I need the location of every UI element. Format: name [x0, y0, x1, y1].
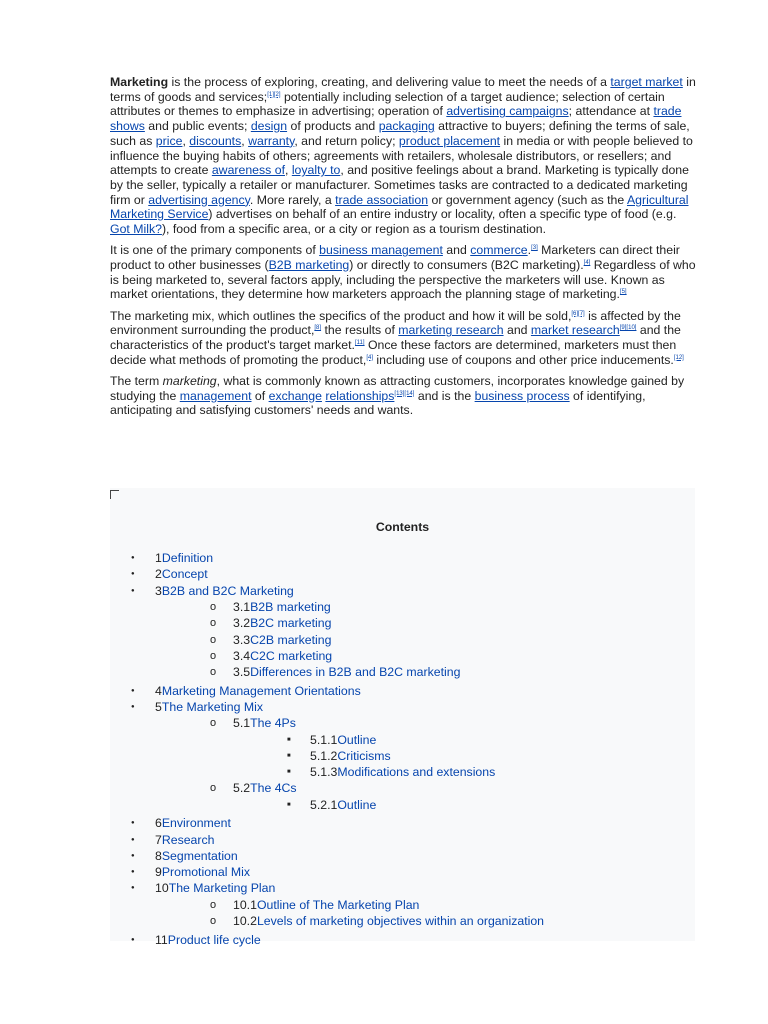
toc-link[interactable]: Outline	[337, 797, 377, 812]
toc-number: 3.3	[233, 632, 251, 647]
toc-item-5-2[interactable]	[233, 781, 297, 795]
toc-number: 3	[155, 583, 162, 598]
text-run: ), food from a specific area, or a city or region as a tourism destination.	[161, 222, 547, 237]
paragraph-4	[110, 374, 696, 418]
toc-item-5-1-2[interactable]	[310, 749, 391, 763]
toc-number: 4	[155, 683, 162, 698]
text-run: ; attendance at	[568, 104, 654, 119]
toc-link[interactable]: Environment	[161, 816, 231, 831]
toc-link[interactable]: C2C marketing	[250, 648, 333, 663]
toc-toggle-checkbox[interactable]	[110, 490, 119, 499]
bold-term: Marketing	[110, 75, 169, 89]
text-run: It is one of the primary components of	[110, 243, 320, 258]
toc-link[interactable]: The Marketing Mix	[161, 699, 263, 714]
toc-item-9[interactable]	[155, 865, 250, 879]
text-run: attractive to buyers; defining the terms of sale, such as	[110, 119, 690, 148]
toc-title: Contents	[375, 520, 430, 534]
paragraph-3	[110, 309, 696, 368]
toc-item-7[interactable]	[155, 833, 214, 847]
toc-link[interactable]: Differences in B2B and B2C marketing	[250, 665, 461, 680]
text-run: , and return policy;	[294, 133, 399, 148]
toc-number: 3.5	[233, 665, 251, 680]
toc-item-3-2[interactable]	[233, 616, 331, 630]
citation-ref[interactable]: [4]	[583, 259, 591, 266]
text-run: ,	[182, 133, 190, 148]
text-run: Marketers can direct their product to other businesses (	[110, 243, 680, 272]
toc-bullet-icon	[287, 733, 291, 749]
toc-bullet-icon	[210, 649, 216, 663]
toc-item-8[interactable]	[155, 849, 238, 863]
toc-item-10[interactable]	[155, 881, 275, 895]
toc-bullet-icon	[131, 700, 135, 716]
article-link[interactable]: advertising campaigns	[446, 104, 569, 119]
toc-number: 11	[155, 932, 168, 947]
toc-item-3-5[interactable]	[233, 665, 460, 679]
toc-bullet-icon	[131, 816, 135, 832]
toc-link[interactable]: Product life cycle	[167, 932, 261, 947]
toc-bullet-icon	[210, 616, 216, 630]
toc-bullet-icon	[287, 749, 291, 765]
citation-ref[interactable]: [12]	[673, 354, 684, 361]
text-run: .	[527, 243, 532, 258]
toc-bullet-icon	[210, 716, 216, 730]
article-link[interactable]: commerce	[470, 243, 528, 258]
article-link[interactable]: relationships	[325, 388, 395, 403]
article-link[interactable]: market research	[530, 323, 620, 338]
toc-number: 10.1	[233, 897, 257, 912]
toc-bullet-icon	[210, 898, 216, 912]
article-link[interactable]: Got Milk?	[110, 222, 162, 237]
toc-link[interactable]: Segmentation	[161, 848, 238, 863]
toc-item-4[interactable]	[155, 684, 361, 698]
text-run: ) advertises on behalf of an entire industry or locality, often a specific type of food (e.g.	[208, 207, 677, 222]
article-link[interactable]: business management	[319, 243, 443, 258]
toc-item-3-1[interactable]	[233, 600, 331, 614]
text-run: ,	[284, 163, 292, 178]
toc-bullet-icon	[131, 567, 135, 583]
text-run: in media or with people believed to influence the buying habits of others; agreements with retailers, wholesale distributors, or resellers; and attempts to create	[110, 133, 693, 178]
text-run: or government agency (such as the	[428, 192, 627, 207]
citation-ref[interactable]: [9][10]	[619, 325, 637, 332]
toc-item-2[interactable]	[155, 567, 208, 581]
toc-link[interactable]: Outline	[337, 732, 377, 747]
toc-number: 5.1.3	[310, 765, 338, 780]
article-link[interactable]: price	[155, 133, 183, 148]
toc-bullet-icon	[210, 665, 216, 679]
article-link[interactable]: loyalty to	[291, 163, 341, 178]
text-run: and the characteristics of the product's target market.	[110, 323, 681, 352]
toc-link[interactable]: Promotional Mix	[161, 865, 250, 880]
toc-bullet-icon	[210, 781, 216, 795]
toc-number: 5.2.1	[310, 797, 338, 812]
toc-number: 8	[155, 848, 162, 863]
text-run: the results of	[321, 323, 399, 338]
paragraph-2	[110, 243, 696, 302]
toc-number: 3.1	[233, 599, 251, 614]
citation-ref[interactable]: [6][7]	[571, 310, 585, 317]
toc-number: 5.1.2	[310, 748, 338, 763]
toc-link[interactable]: Marketing Management Orientations	[161, 683, 361, 698]
toc-bullet-icon	[131, 881, 135, 897]
toc-number: 5.2	[233, 781, 251, 796]
toc-bullet-icon	[287, 765, 291, 781]
toc-link[interactable]: The 4Ps	[250, 716, 296, 731]
toc-number: 7	[155, 832, 162, 847]
text-run: The marketing mix, which outlines the specifics of the product and how it will be sold,	[110, 308, 572, 323]
article-link[interactable]: management	[179, 388, 252, 403]
article-link[interactable]: product placement	[398, 133, 501, 148]
toc-item-5-2-1[interactable]	[310, 798, 376, 812]
toc-item-10-2[interactable]	[233, 914, 544, 928]
toc-link[interactable]: Criticisms	[337, 748, 391, 763]
toc-item-11[interactable]	[155, 933, 261, 947]
text-run: is the process of exploring, creating, and delivering value to meet the needs of a	[168, 75, 611, 89]
toc-link[interactable]: B2B and B2C Marketing	[161, 583, 294, 598]
toc-number: 2	[155, 567, 162, 582]
article-link[interactable]: advertising agency	[148, 192, 250, 207]
toc-number: 3.2	[233, 616, 251, 631]
toc-number: 5.1.1	[310, 732, 338, 747]
citation-ref[interactable]: [3]	[531, 245, 538, 252]
toc-bullet-icon	[287, 798, 291, 814]
article-link[interactable]: packaging	[378, 119, 435, 134]
toc-item-5[interactable]	[155, 700, 263, 714]
paragraph-1	[110, 75, 696, 237]
text-run: including use of coupons and other price inducements.	[373, 352, 674, 367]
toc-item-5-1-1[interactable]	[310, 733, 376, 747]
text-run: of products and	[287, 119, 379, 134]
article-link[interactable]: trade association	[335, 192, 429, 207]
article-link[interactable]: design	[250, 119, 288, 134]
toc-bullet-icon	[131, 551, 135, 567]
text-run: of	[251, 388, 269, 403]
toc-number: 10	[155, 881, 169, 896]
article-link[interactable]: awareness of	[211, 163, 285, 178]
toc-item-6[interactable]	[155, 816, 231, 830]
toc-bullet-icon	[131, 933, 135, 949]
article-link[interactable]: exchange	[268, 388, 322, 403]
table-of-contents	[110, 488, 695, 947]
toc-number: 3.4	[233, 648, 251, 663]
toc-item-5-1[interactable]	[233, 716, 296, 730]
text-run: and	[442, 243, 471, 258]
toc-bullet-icon	[210, 633, 216, 647]
citation-ref[interactable]: [8]	[314, 325, 322, 332]
article-link[interactable]: trade shows	[110, 104, 682, 134]
article-link[interactable]: discounts	[189, 133, 242, 148]
text-run: and is the	[414, 388, 475, 403]
toc-bullet-icon	[131, 865, 135, 881]
toc-bullet-icon	[131, 684, 135, 700]
toc-number: 5	[155, 699, 162, 714]
toc-item-10-1[interactable]	[233, 898, 419, 912]
toc-number: 10.2	[233, 914, 257, 928]
text-run: The term	[110, 373, 163, 388]
article-link[interactable]: marketing research	[398, 323, 504, 338]
toc-number: 1	[155, 551, 162, 565]
toc-number: 5.1	[233, 716, 251, 731]
toc-number: 9	[155, 865, 162, 880]
text-run: and	[503, 323, 531, 338]
article-body	[110, 75, 696, 424]
toc-item-5-1-3[interactable]	[310, 765, 495, 779]
toc-link[interactable]: Outline of The Marketing Plan	[256, 897, 420, 912]
article-link[interactable]: B2B marketing	[268, 257, 350, 272]
citation-ref[interactable]: [1][2]	[267, 91, 281, 98]
text-run: and public events;	[144, 119, 251, 134]
text-run: , what is commonly known as attracting customers, incorporates knowledge gained by studying the	[110, 373, 685, 403]
toc-link[interactable]: Definition	[161, 551, 214, 565]
toc-item-1[interactable]	[155, 551, 213, 565]
italic-term: marketing	[162, 373, 217, 388]
toc-bullet-icon	[131, 584, 135, 600]
toc-bullet-icon	[210, 600, 216, 614]
citation-ref[interactable]: [13][14]	[394, 390, 415, 397]
toc-link[interactable]: Modifications and extensions	[337, 765, 496, 780]
text-run: of identifying, anticipating and satisfying customers' needs and wants.	[110, 388, 646, 418]
toc-link[interactable]: The 4Cs	[250, 781, 297, 796]
text-run: is affected by the environment surrounding the product,	[110, 308, 681, 338]
toc-bullet-icon	[131, 849, 135, 865]
article-link[interactable]: warranty	[248, 133, 295, 148]
text-run: Regardless of who is being marketed to, several factors apply, including the perspective the marketers will use. Known as market orientations, they determine how marketers approach the planning stage of marketing.	[110, 257, 696, 302]
article-link[interactable]: business process	[474, 388, 570, 403]
text-run: . More rarely, a	[249, 192, 336, 207]
citation-ref[interactable]: [5]	[619, 289, 627, 296]
text-run: , and positive feelings about a brand. Marketing is typically done by the seller, typically a retailer or manufacturer. Sometimes tasks are contracted to a dedicated marketing firm or	[110, 163, 689, 207]
toc-link[interactable]: Concept	[161, 567, 208, 582]
toc-link[interactable]: Levels of marketing objectives within an organization	[256, 914, 545, 928]
toc-item-3-3[interactable]	[233, 633, 331, 647]
article-link[interactable]: Agricultural Marketing Service	[110, 192, 689, 222]
toc-number: 6	[155, 816, 162, 831]
toc-link[interactable]: Research	[161, 832, 215, 847]
toc-link[interactable]: B2B marketing	[250, 599, 331, 614]
text-run: in terms of goods and services;	[110, 75, 696, 104]
text-run: Once these factors are determined, marketers must then decide what methods of promoting the product,	[110, 337, 677, 367]
toc-bullet-icon	[210, 914, 216, 928]
citation-ref[interactable]: [4]	[366, 354, 374, 361]
toc-link[interactable]: C2B marketing	[250, 632, 332, 647]
toc-link[interactable]: B2C marketing	[250, 616, 332, 631]
toc-item-3[interactable]	[155, 584, 294, 598]
toc-bullet-icon	[131, 833, 135, 849]
toc-link[interactable]: The Marketing Plan	[168, 881, 276, 896]
text-run: ) or directly to consumers (B2C marketing).	[349, 257, 584, 272]
toc-item-3-4[interactable]	[233, 649, 332, 663]
text-run: potentially including selection of a target audience; selection of certain attributes or themes to emphasize in advertising; operation of	[110, 89, 665, 119]
text-run: ,	[241, 133, 249, 148]
article-link[interactable]: target market	[610, 75, 683, 89]
citation-ref[interactable]: [11]	[354, 339, 365, 346]
